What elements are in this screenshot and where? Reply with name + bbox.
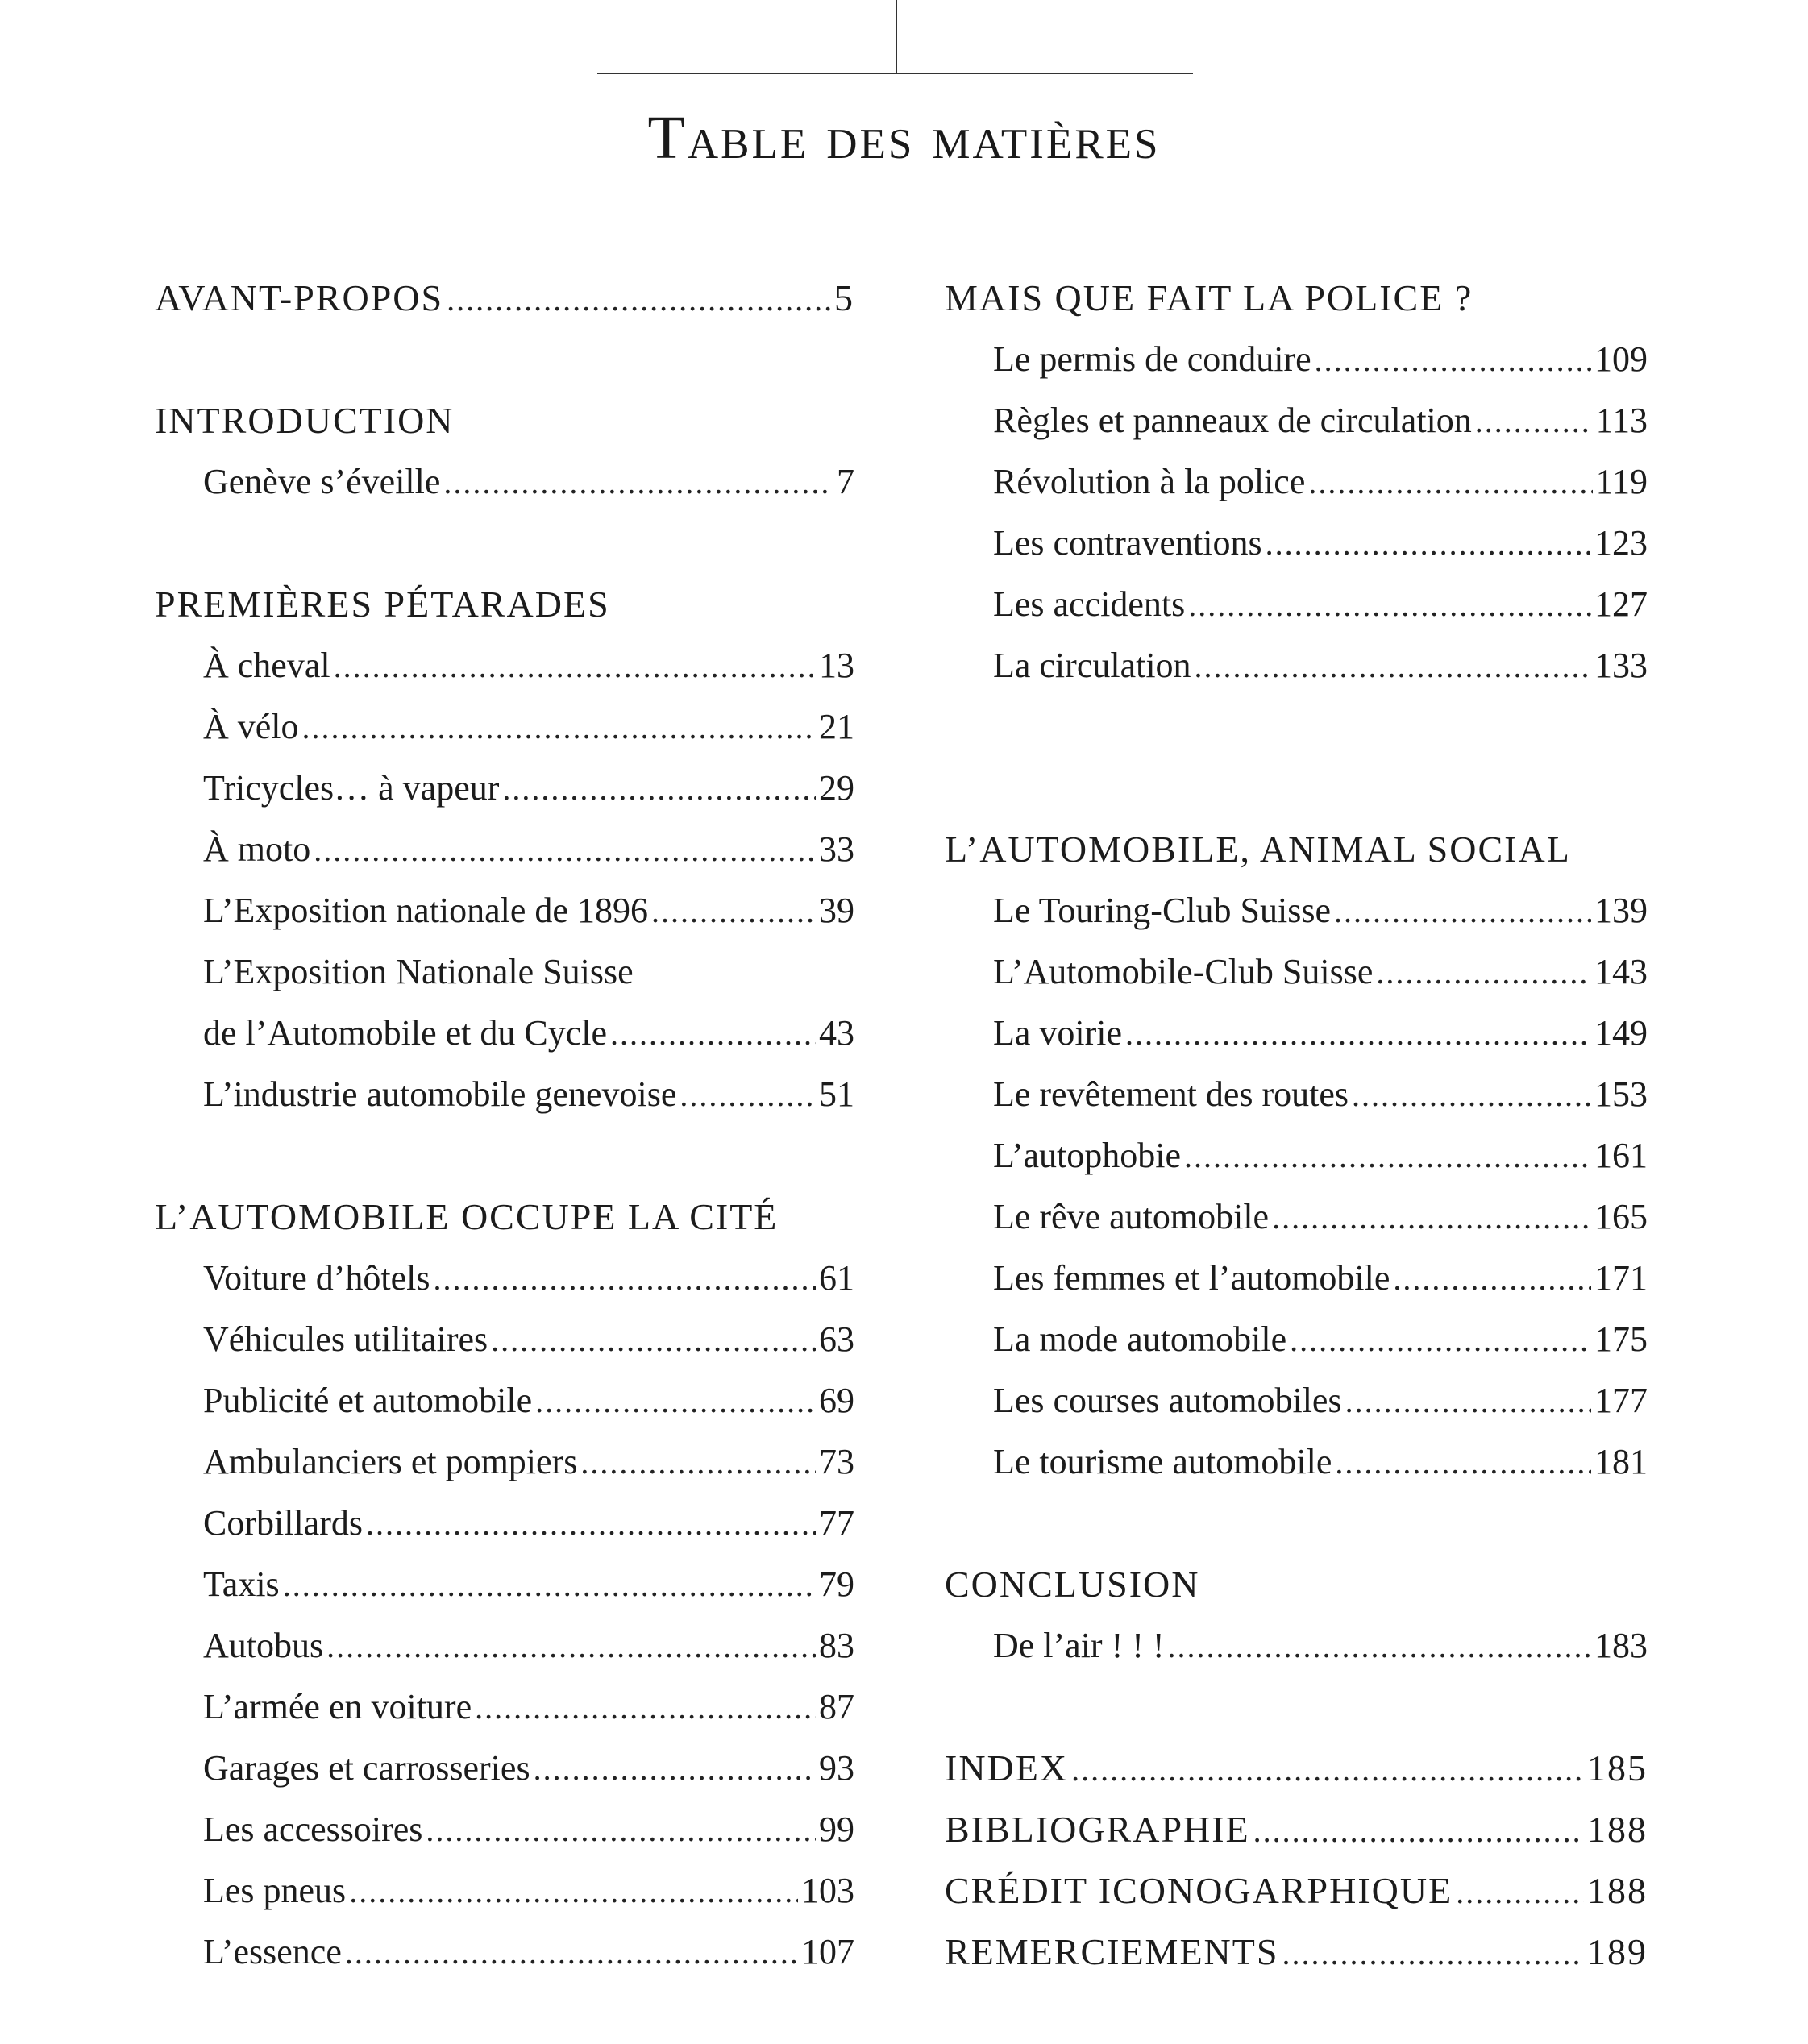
toc-page-number: 61 (819, 1258, 854, 1298)
dot-leader (283, 1555, 816, 1615)
toc-right-column (945, 268, 1648, 1983)
toc-page-number: 127 (1594, 584, 1648, 624)
toc-page-number: 29 (819, 768, 854, 808)
toc-page-number: 139 (1594, 891, 1648, 930)
dot-leader (580, 1432, 816, 1493)
toc-page-number: 21 (819, 707, 854, 746)
toc-page-number: 185 (1587, 1747, 1648, 1788)
dot-leader (502, 758, 816, 819)
dot-leader (534, 1739, 816, 1799)
toc-entry-label: Les femmes et l’automobile (993, 1258, 1390, 1298)
dot-leader (1188, 575, 1591, 635)
toc-entry-label: Véhicules utilitaires (203, 1319, 488, 1359)
toc-page-number: 39 (819, 891, 854, 930)
toc-entry-la-circulation[interactable] (945, 635, 1648, 696)
toc-page-number: 13 (819, 646, 854, 685)
toc-page-number: 103 (801, 1871, 854, 1910)
toc-page-number: 143 (1594, 952, 1648, 991)
toc-entry-la-voirie[interactable] (945, 1003, 1648, 1064)
toc-page-number: 5 (834, 277, 854, 318)
toc-entry-la-mode-automobile[interactable] (945, 1309, 1648, 1370)
toc-entry-label: L’essence (203, 1932, 342, 1971)
toc-entry-label: Les contraventions (993, 523, 1262, 563)
toc-page-number: 149 (1594, 1013, 1648, 1053)
toc-entry-label: Genève s’éveille (203, 462, 441, 501)
toc-entry-label: REMERCIEMENTS (945, 1931, 1279, 1972)
toc-entry-label: Révolution à la police (993, 462, 1306, 501)
toc-entry-index[interactable] (945, 1738, 1648, 1799)
toc-entry-label: La circulation (993, 646, 1191, 685)
toc-entry-taxis[interactable] (155, 1554, 854, 1615)
toc-entry-autobus[interactable] (155, 1615, 854, 1676)
toc-entry-label: Le Touring-Club Suisse (993, 891, 1331, 930)
dot-leader (1168, 1616, 1591, 1676)
dot-leader (334, 636, 816, 696)
dot-leader (1125, 1003, 1591, 1064)
toc-entry-label: Taxis (203, 1564, 280, 1604)
dot-leader (475, 1677, 816, 1738)
toc-page-number: 83 (819, 1626, 854, 1665)
dot-leader (1352, 1065, 1591, 1125)
section-spacer (945, 1676, 1648, 1738)
toc-page-number: 63 (819, 1319, 854, 1359)
toc-entry-label: L’armée en voiture (203, 1687, 472, 1726)
dot-leader (1334, 881, 1591, 941)
section-spacer (155, 513, 854, 574)
toc-page-number: 99 (819, 1809, 854, 1849)
toc-page-number: 165 (1594, 1197, 1648, 1236)
toc-entry-l-armee-en-voiture[interactable] (155, 1676, 854, 1738)
toc-page-number: 87 (819, 1687, 854, 1726)
toc-entry-label: de l’Automobile et du Cycle (203, 1013, 607, 1053)
toc-entry-garages-et-carrosseries[interactable] (155, 1738, 854, 1799)
toc-entry-l-essence[interactable] (155, 1921, 854, 1983)
dot-leader (302, 697, 816, 758)
section-heading-l-automobile-animal-social: L’AUTOMOBILE, ANIMAL SOCIAL (945, 829, 1571, 870)
section-heading-introduction: INTRODUCTION (155, 400, 455, 441)
toc-entry-bibliographie[interactable] (945, 1799, 1648, 1860)
toc-entry-les-accidents[interactable] (945, 574, 1648, 635)
toc-entry-voiture-d-hotels[interactable] (155, 1248, 854, 1309)
toc-entry-le-tourisme-automobile[interactable] (945, 1431, 1648, 1493)
toc-page-number: 175 (1594, 1319, 1648, 1359)
dot-leader (1282, 1923, 1584, 1983)
toc-page-number: 109 (1594, 339, 1648, 379)
toc-entry-label: INDEX (945, 1747, 1069, 1788)
toc-entry-avant-propos[interactable] (155, 268, 854, 329)
toc-page-number: 7 (837, 462, 854, 501)
toc-page-number: 51 (819, 1074, 854, 1114)
toc-entry-label: Le revêtement des routes (993, 1074, 1349, 1114)
toc-page-number: 107 (801, 1932, 854, 1971)
toc-entry-label: L’Exposition nationale de 1896 (203, 891, 648, 930)
toc-entry-publicite-et-automobile[interactable] (155, 1370, 854, 1431)
toc-entry-le-permis-de-conduire[interactable] (945, 329, 1648, 390)
top-vertical-rule (896, 0, 897, 74)
toc-page-number: 123 (1594, 523, 1648, 563)
dot-leader (314, 820, 816, 880)
dot-leader (1376, 942, 1591, 1003)
dot-leader (535, 1371, 816, 1431)
dot-leader (1315, 330, 1591, 390)
toc-entry-label: À moto (203, 829, 311, 869)
toc-entry-label: À vélo (203, 707, 299, 746)
section-heading-conclusion: CONCLUSION (945, 1564, 1200, 1605)
toc-entry-corbillards[interactable] (155, 1493, 854, 1554)
toc-entry-label: Garages et carrosseries (203, 1748, 530, 1788)
toc-entry-credit-iconogarphique[interactable] (945, 1860, 1648, 1921)
section-spacer (945, 1493, 1648, 1554)
dot-leader (434, 1248, 817, 1309)
top-horizontal-rule (597, 73, 1193, 74)
toc-entry-label: Autobus (203, 1626, 324, 1665)
toc-page-number: 77 (819, 1503, 854, 1543)
toc-page-number: 177 (1594, 1381, 1648, 1420)
toc-entry-le-reve-automobile[interactable] (945, 1186, 1648, 1248)
dot-leader (349, 1861, 798, 1921)
toc-entry-label: L’industrie automobile genevoise (203, 1074, 677, 1114)
toc-entry-a-cheval[interactable] (155, 635, 854, 696)
dot-leader (366, 1494, 816, 1554)
dot-leader (1272, 1187, 1591, 1248)
dot-leader (1308, 452, 1592, 513)
toc-entry-l-automobile-club-suisse[interactable] (945, 941, 1648, 1003)
toc-entry-label: Les pneus (203, 1871, 347, 1910)
dot-leader (1195, 636, 1591, 696)
dot-leader (1290, 1310, 1591, 1370)
toc-entry-regles-et-panneaux-de-circulation[interactable] (945, 390, 1648, 451)
dot-leader (1253, 1801, 1584, 1860)
toc-entry-les-contraventions[interactable] (945, 513, 1648, 574)
dot-leader (491, 1310, 816, 1370)
toc-entry-a-velo[interactable] (155, 696, 854, 758)
toc-page-number: 119 (1595, 462, 1648, 501)
dot-leader (1393, 1248, 1591, 1309)
toc-entry-label: Ambulanciers et pompiers (203, 1442, 578, 1481)
toc-entry-label: CRÉDIT ICONOGARPHIQUE (945, 1870, 1453, 1911)
toc-entry-label: Publicité et automobile (203, 1381, 533, 1420)
dot-leader (1475, 391, 1593, 451)
dot-leader (1266, 513, 1591, 574)
toc-page-number: 33 (819, 829, 854, 869)
dot-leader (610, 1003, 816, 1064)
toc-entry-de-l-air[interactable] (945, 1615, 1648, 1676)
dot-leader (651, 881, 816, 941)
toc-entry-label: BIBLIOGRAPHIE (945, 1809, 1250, 1850)
toc-page-number: 153 (1594, 1074, 1648, 1114)
dot-leader (1184, 1126, 1591, 1186)
toc-entry-remerciements[interactable] (945, 1921, 1648, 1983)
toc-page-number: 93 (819, 1748, 854, 1788)
section-heading-premieres-petarades: PREMIÈRES PÉTARADES (155, 584, 610, 625)
toc-page-number: 188 (1587, 1870, 1648, 1911)
dot-leader (447, 269, 831, 329)
toc-entry-label: Tricycles… à vapeur (203, 768, 500, 808)
toc-entry-label: De l’air ! ! ! (993, 1626, 1165, 1665)
dot-leader (443, 452, 833, 513)
toc-left-column (155, 268, 854, 1983)
toc-entry-label: La voirie (993, 1013, 1123, 1053)
toc-page-number: 188 (1587, 1809, 1648, 1850)
toc-entry-l-autophobie[interactable] (945, 1125, 1648, 1186)
page-title: Table des matières (647, 104, 1161, 172)
toc-entry-label: Règles et panneaux de circulation (993, 401, 1472, 440)
toc-entry-label: L’Exposition Nationale Suisse (203, 952, 634, 991)
toc-page-number: 69 (819, 1381, 854, 1420)
dot-leader (426, 1800, 816, 1860)
toc-entry-les-pneus[interactable] (155, 1860, 854, 1921)
toc-entry-label: Les accidents (993, 584, 1186, 624)
toc-entry-geneve-s-eveille[interactable] (155, 451, 854, 513)
toc-entry-vehicules-utilitaires[interactable] (155, 1309, 854, 1370)
toc-page-number: 73 (819, 1442, 854, 1481)
toc-entry-l-exposition-nationale-de-1896[interactable] (155, 880, 854, 941)
toc-entry-label: L’autophobie (993, 1136, 1181, 1175)
toc-entry-l-industrie-automobile-genevoise[interactable] (155, 1064, 854, 1125)
toc-entry-label: À cheval (203, 646, 330, 685)
toc-entry-revolution-a-la-police[interactable] (945, 451, 1648, 513)
section-spacer (155, 1125, 854, 1186)
toc-entry-label: La mode automobile (993, 1319, 1287, 1359)
toc-entry-label: Les accessoires (203, 1809, 423, 1849)
dot-leader (1071, 1739, 1584, 1799)
dot-leader (1335, 1432, 1591, 1493)
toc-entry-label: L’Automobile-Club Suisse (993, 952, 1374, 991)
toc-entry-label: Les courses automobiles (993, 1381, 1342, 1420)
toc-entry-label: Le rêve automobile (993, 1197, 1270, 1236)
toc-entry-le-touring-club-suisse[interactable] (945, 880, 1648, 941)
section-spacer (155, 329, 854, 390)
toc-page-number: 43 (819, 1013, 854, 1053)
section-spacer (945, 696, 1648, 819)
toc-entry-label: Le tourisme automobile (993, 1442, 1332, 1481)
toc-page-number: 161 (1594, 1136, 1648, 1175)
toc-page-number: 181 (1594, 1442, 1648, 1481)
dot-leader (326, 1616, 816, 1676)
toc-entry-ambulanciers-et-pompiers[interactable] (155, 1431, 854, 1493)
toc-entry-de-l-automobile-et-du-cycle[interactable] (155, 1003, 854, 1064)
toc-entry-label: Corbillards (203, 1503, 363, 1543)
dot-leader (1345, 1371, 1591, 1431)
toc-page-number: 113 (1595, 401, 1648, 440)
toc-page-number: 189 (1587, 1931, 1648, 1972)
toc-page-number: 133 (1594, 646, 1648, 685)
dot-leader (345, 1922, 798, 1983)
section-heading-l-automobile-occupe-la-cite: L’AUTOMOBILE OCCUPE LA CITÉ (155, 1196, 779, 1237)
dot-leader (1456, 1862, 1584, 1921)
section-heading-mais-que-fait-la-police: MAIS QUE FAIT LA POLICE ? (945, 277, 1473, 318)
dot-leader (680, 1065, 816, 1125)
toc-entry-les-femmes-et-l-automobile[interactable] (945, 1248, 1648, 1309)
toc-page-number: 171 (1594, 1258, 1648, 1298)
toc-entry-line (155, 941, 854, 1003)
toc-entry-le-revetement-des-routes[interactable] (945, 1064, 1648, 1125)
toc-entry-a-moto[interactable] (155, 819, 854, 880)
toc-entry-les-courses-automobiles[interactable] (945, 1370, 1648, 1431)
toc-entry-tricycles-a-vapeur[interactable] (155, 758, 854, 819)
toc-entry-label: Le permis de conduire (993, 339, 1311, 379)
toc-entry-label: AVANT-PROPOS (155, 277, 444, 318)
toc-page-number: 79 (819, 1564, 854, 1604)
toc-entry-les-accessoires[interactable] (155, 1799, 854, 1860)
toc-page-number: 183 (1594, 1626, 1648, 1665)
toc-entry-label: Voiture d’hôtels (203, 1258, 430, 1298)
